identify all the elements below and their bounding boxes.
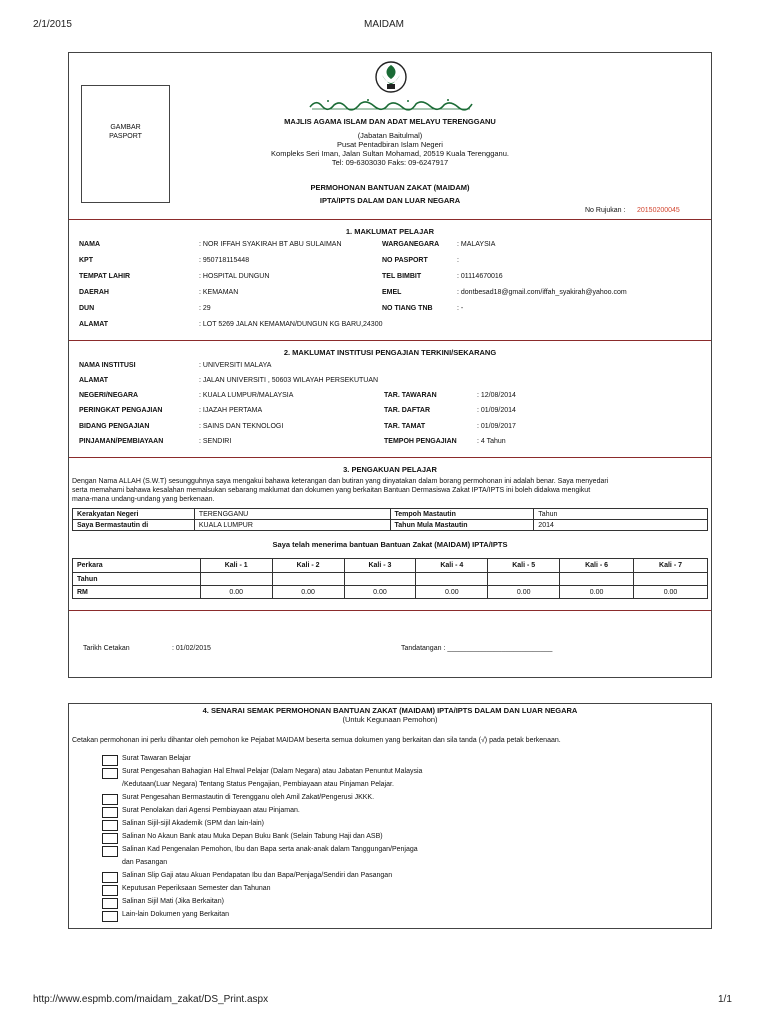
table-cell: TERENGGANU: [194, 509, 390, 520]
field-label: ALAMAT: [79, 321, 109, 328]
checkbox[interactable]: [102, 768, 118, 779]
org-name: MAJLIS AGAMA ISLAM DAN ADAT MELAYU TERENGGANU: [284, 117, 496, 126]
field-value: : dontbesad18@gmail.com/iffah_syakirah@yahoo.com: [457, 289, 627, 296]
field-value: : 01/09/2014: [477, 407, 516, 414]
divider: [69, 340, 711, 341]
photo-label: GAMBAR: [110, 124, 141, 131]
field-value: : UNIVERSITI MALAYA: [199, 362, 272, 369]
form-title: PERMOHONAN BANTUAN ZAKAT (MAIDAM): [310, 183, 470, 192]
declaration-line: mana-mana undang-undang yang berkenaan.: [72, 496, 215, 503]
checkbox[interactable]: [102, 911, 118, 922]
checkbox[interactable]: [102, 833, 118, 844]
checklist-item: Salinan No Akaun Bank atau Muka Depan Buku Bank (Selain Tabung Haji dan ASB): [122, 833, 383, 840]
table-cell: [344, 573, 416, 586]
field-label: NAMA: [79, 241, 100, 248]
table-cell: Kerakyatan Negeri: [73, 509, 195, 520]
calligraphy-banner: [308, 97, 474, 111]
checklist-item: Lain-lain Dokumen yang Berkaitan: [122, 911, 230, 918]
checklist-item-continued: dan Pasangan: [122, 859, 168, 866]
field-label: DUN: [79, 305, 95, 312]
divider: [69, 457, 711, 458]
field-value: : IJAZAH PERTAMA: [199, 407, 263, 414]
column-header: Kali - 3: [344, 559, 416, 573]
checkbox[interactable]: [102, 885, 118, 896]
field-value: :: [457, 257, 459, 264]
table-cell: 0.00: [416, 586, 488, 599]
table-row: [73, 509, 708, 520]
column-header: Kali - 1: [200, 559, 272, 573]
table-cell: [488, 573, 560, 586]
field-label: TEMPOH PENGAJIAN: [384, 438, 457, 445]
declaration-line: Dengan Nama ALLAH (S.W.T) sesungguhnya saya mengakui bahawa keterangan dan butiran yang dinyatakan dalam borang permohonan ini adalah benar. Saya menyedari: [72, 478, 609, 485]
reference-label: No Rujukan :: [585, 207, 626, 214]
field-value: : 950718115448: [199, 257, 250, 264]
aid-history-table: [72, 558, 708, 599]
table-row: [73, 520, 708, 531]
checklist-item: Salinan Slip Gaji atau Akuan Pendapatan Ibu dan Bapa/Penjaga/Sendiri dan Pasangan: [122, 872, 393, 879]
field-value: : JALAN UNIVERSITI , 50603 WILAYAH PERSEKUTUAN: [199, 377, 379, 384]
column-header: Kali - 5: [488, 559, 560, 573]
divider: [69, 219, 711, 220]
address-line: Kompleks Seri Iman, Jalan Sultan Mohamad, 20519 Kuala Terengganu.: [271, 149, 509, 158]
field-value: : LOT 5269 JALAN KEMAMAN/DUNGUN KG BARU,24300: [199, 321, 383, 328]
field-label: BIDANG PENGAJIAN: [79, 423, 150, 430]
checkbox[interactable]: [102, 807, 118, 818]
residency-table: [72, 508, 708, 531]
table-cell: [634, 573, 708, 586]
row-label: Tahun: [73, 573, 201, 586]
field-label: TAR. DAFTAR: [384, 407, 431, 414]
checklist-item: Keputusan Peperiksaan Semester dan Tahunan: [122, 885, 271, 892]
table-row: [73, 586, 708, 599]
photo-label: PASPORT: [109, 133, 142, 140]
field-label: EMEL: [382, 289, 402, 296]
signature-line: Tandatangan : ___________________________: [401, 645, 553, 652]
field-label: WARGANEGARA: [382, 241, 440, 248]
divider: [69, 610, 711, 611]
maidam-logo: [374, 60, 408, 94]
address-line: Pusat Pentadbiran Islam Negeri: [337, 140, 443, 149]
dept-name: (Jabatan Baitulmal): [357, 131, 423, 140]
row-label: RM: [73, 586, 201, 599]
table-cell: 2014: [534, 520, 708, 531]
field-label: ALAMAT: [79, 377, 109, 384]
field-label: NO PASPORT: [382, 257, 428, 264]
table-cell: 0.00: [200, 586, 272, 599]
section-heading: 3. PENGAKUAN PELAJAR: [343, 465, 437, 474]
column-header: Kali - 6: [560, 559, 634, 573]
table-cell: [416, 573, 488, 586]
section-heading: 1. MAKLUMAT PELAJAR: [345, 227, 435, 236]
checklist-item: Salinan Sijil Mati (Jika Berkaitan): [122, 898, 224, 905]
table-cell: Tempoh Mastautin: [390, 509, 534, 520]
checkbox[interactable]: [102, 898, 118, 909]
field-value: : 01114670016: [457, 273, 503, 280]
contact-line: Tel: 09-6303030 Faks: 09-6247917: [331, 158, 449, 167]
form-subtitle: IPTA/IPTS DALAM DAN LUAR NEGARA: [319, 196, 461, 205]
field-label: PINJAMAN/PEMBIAYAAN: [79, 438, 164, 445]
print-title: MAIDAM: [364, 19, 404, 30]
table-cell: Saya Bermastautin di: [73, 520, 195, 531]
column-header: Kali - 2: [272, 559, 344, 573]
field-label: KPT: [79, 257, 93, 264]
table-cell: 0.00: [488, 586, 560, 599]
section-heading: 2. MAKLUMAT INSTITUSI PENGAJIAN TERKINI/SEKARANG: [283, 348, 497, 357]
passport-photo-box: [81, 85, 170, 203]
table-cell: 0.00: [272, 586, 344, 599]
checkbox[interactable]: [102, 846, 118, 857]
field-value: : 4 Tahun: [477, 438, 506, 445]
table-cell: KUALA LUMPUR: [194, 520, 390, 531]
column-header: Kali - 4: [416, 559, 488, 573]
checklist-item: Surat Pengesahan Bermastautin di Terengganu oleh Amil Zakat/Pengerusi JKKK.: [122, 794, 375, 801]
table-cell: Tahun Mula Mastautin: [390, 520, 534, 531]
field-value: : HOSPITAL DUNGUN: [199, 273, 270, 280]
checklist-item: Salinan Sijil-sijil Akademik (SPM dan lain-lain): [122, 820, 264, 827]
checklist-item: Surat Penolakan dari Agensi Pembiayaan atau Pinjaman.: [122, 807, 300, 814]
table-cell: [560, 573, 634, 586]
aid-heading: Saya telah menerima bantuan Bantuan Zakat (MAIDAM) IPTA/IPTS: [272, 540, 508, 549]
page-number: 1/1: [718, 994, 732, 1005]
reference-number: 20150200045: [637, 207, 680, 214]
field-label: NAMA INSTITUSI: [79, 362, 136, 369]
field-value: : NOR IFFAH SYAKIRAH BT ABU SULAIMAN: [199, 241, 342, 248]
field-value: : 01/09/2017: [477, 423, 516, 430]
field-label: TAR. TAMAT: [384, 423, 426, 430]
table-row: [73, 573, 708, 586]
field-label: TAR. TAWARAN: [384, 392, 437, 399]
field-value: : KUALA LUMPUR/MALAYSIA: [199, 392, 294, 399]
print-date-label: Tarikh Cetakan: [83, 645, 130, 652]
table-header-row: [73, 559, 708, 573]
table-cell: 0.00: [344, 586, 416, 599]
field-value: : -: [457, 305, 464, 312]
field-value: : 29: [199, 305, 211, 312]
field-label: NEGERI/NEGARA: [79, 392, 139, 399]
checkbox[interactable]: [102, 820, 118, 831]
page-url: http://www.espmb.com/maidam_zakat/DS_Print.aspx: [33, 994, 269, 1005]
declaration-line: serta memahami bahawa kesalahan memalsukan sebarang maklumat dan dokumen yang berkaitan Bantuan Dermasiswa Zakat IPTA/IPTS ini boleh didakwa mengikut: [72, 487, 591, 494]
field-value: : SAINS DAN TEKNOLOGI: [199, 423, 284, 430]
field-label: DAERAH: [79, 289, 109, 296]
field-label: PERINGKAT PENGAJIAN: [79, 407, 163, 414]
field-value: : SENDIRI: [199, 438, 232, 445]
field-label: NO TIANG TNB: [382, 305, 433, 312]
checkbox[interactable]: [102, 794, 118, 805]
checkbox[interactable]: [102, 872, 118, 883]
field-value: : 12/08/2014: [477, 392, 516, 399]
field-label: TEL BIMBIT: [382, 273, 422, 280]
field-value: : MALAYSIA: [457, 241, 496, 248]
checkbox[interactable]: [102, 755, 118, 766]
column-header: Perkara: [73, 559, 201, 573]
field-label: TEMPAT LAHIR: [79, 273, 131, 280]
field-value: : KEMAMAN: [199, 289, 239, 296]
checklist-item: Surat Tawaran Belajar: [122, 755, 191, 762]
checklist-instruction: Cetakan permohonan ini perlu dihantar oleh pemohon ke Pejabat MAIDAM beserta semua dokumen yang berkaitan dan sila tanda (√) pada petak berkenaan.: [72, 737, 561, 744]
column-header: Kali - 7: [634, 559, 708, 573]
table-cell: Tahun: [534, 509, 708, 520]
checklist-item: Salinan Kad Pengenalan Pemohon, Ibu dan Bapa serta anak-anak dalam Tanggungan/Penjaga: [122, 846, 418, 853]
checklist-heading: 4. SENARAI SEMAK PERMOHONAN BANTUAN ZAKAT (MAIDAM) IPTA/IPTS DALAM DAN LUAR NEGARA: [202, 706, 578, 715]
print-date: 2/1/2015: [33, 19, 72, 30]
checklist-subheading: (Untuk Kegunaan Pemohon): [342, 715, 438, 724]
checklist-item: Surat Pengesahan Bahagian Hal Ehwal Pelajar (Dalam Negara) atau Jabatan Penuntut Malaysia: [122, 768, 423, 775]
checklist-item-continued: /Kedutaan(Luar Negara) Tentang Status Pengajian, Pembiayaan atau Pinjaman Pelajar.: [122, 781, 394, 788]
table-cell: [272, 573, 344, 586]
table-cell: 0.00: [634, 586, 708, 599]
declaration-text: [72, 477, 710, 504]
print-date-value: : 01/02/2015: [172, 645, 211, 652]
table-cell: 0.00: [560, 586, 634, 599]
table-cell: [200, 573, 272, 586]
